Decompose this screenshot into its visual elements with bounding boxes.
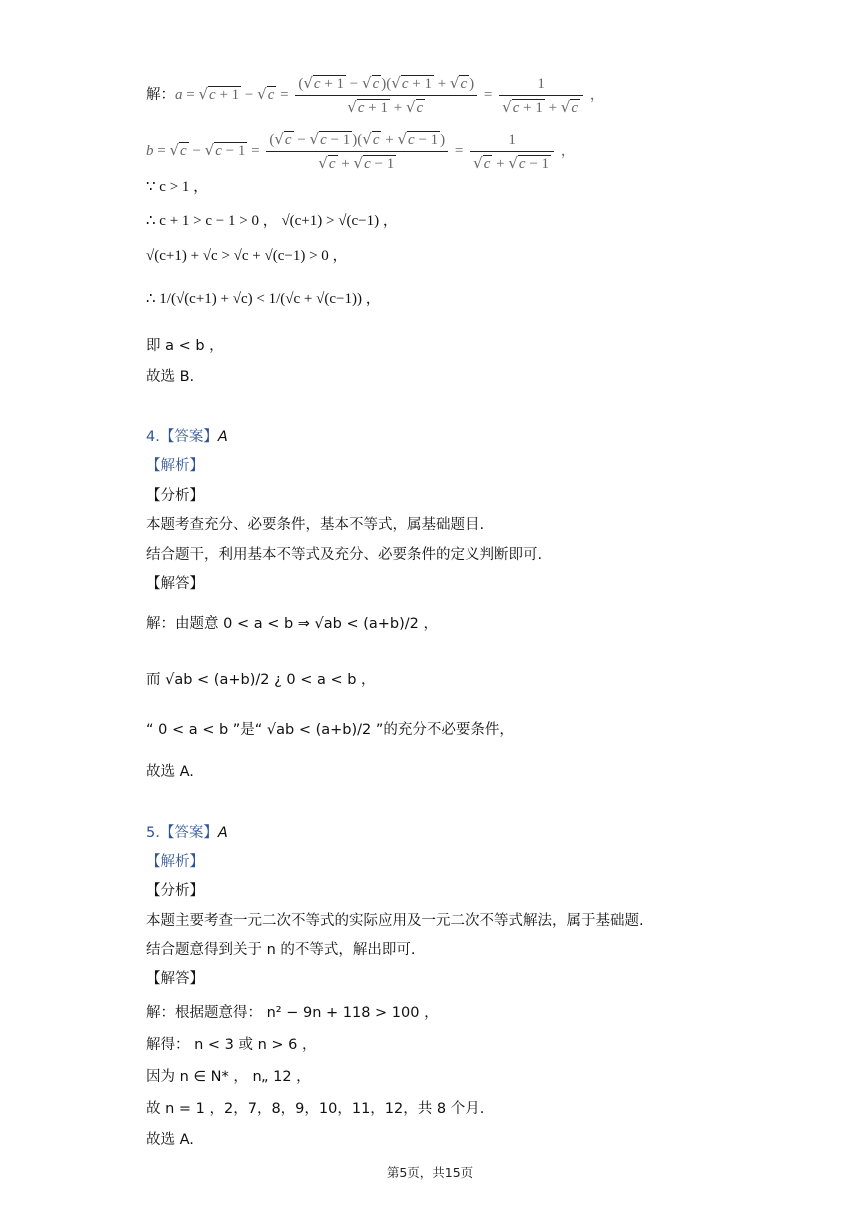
- q5-jieda-heading: 【解答】: [146, 971, 204, 987]
- q4-analysis-1: 本题考查充分、必要条件，基本不等式，属基础题目.: [146, 517, 485, 533]
- q4-solution-3: “ 0 < a < b ”是“ √ab < (a+b)/2 ”的充分不必要条件，: [146, 722, 514, 738]
- q3-line-therefore1: ∴ c + 1 > c − 1 > 0 ， √(c+1) > √(c−1) ，: [146, 213, 398, 229]
- q5-solution-4: 故 n = 1 ，2，7，8，9，10，11，12，共 8 个月.: [146, 1101, 485, 1117]
- q5-solution-3: 因为 n ∈ N* ， n„ 12 ，: [146, 1069, 311, 1085]
- q5-solution-1: 解：根据题意得： n² − 9n + 118 > 100 ，: [146, 1005, 439, 1021]
- q4-solution-4: 故选 A.: [146, 764, 194, 780]
- q5-solution-5: 故选 A.: [146, 1132, 194, 1148]
- q3-a-formula: a = √c + 1 − √c = $\frac{(√c + 1 - √c )(√c + 1 + √c )}{√c + 1 + √c}$ = $\frac{1}{√c + 1 + √c}$ ，: [175, 74, 605, 116]
- q5-solution-2: 解得： n < 3 或 n > 6 ，: [146, 1037, 317, 1053]
- q3-line-b: [146, 128, 576, 175]
- q3-b-formula: b = √c − √c − 1 = $\frac{(√c - √c - 1 )(√c + √c - 1 )}{√c + √c - 1}$ = $\frac{1}{√c + √c - 1}$ ，: [146, 130, 576, 172]
- q4-answer-label: 4.【答案】: [146, 429, 218, 445]
- q4-answer-line: [146, 427, 228, 447]
- q5-answer-value: A: [217, 825, 228, 841]
- q4-jiexi-heading: 【解析】: [146, 458, 204, 474]
- q3-line-sum: √(c+1) + √c > √c + √(c−1) > 0 ，: [146, 248, 348, 264]
- q3-line-therefore2: ∴ 1/(√(c+1) + √c) < 1/(√c + √(c−1)) ，: [146, 291, 381, 307]
- q5-analysis-1: 本题主要考查一元二次不等式的实际应用及一元二次不等式解法，属于基础题.: [146, 913, 644, 929]
- q4-jieda-heading: 【解答】: [146, 576, 204, 592]
- q4-analysis-2: 结合题干，利用基本不等式及充分、必要条件的定义判断即可.: [146, 547, 543, 563]
- q5-analysis-2: 结合题意得到关于 n 的不等式，解出即可.: [146, 942, 416, 958]
- q4-answer-value: A: [217, 429, 228, 445]
- q5-fenxi-heading: 【分析】: [146, 883, 204, 899]
- q4-solution-1: 解：由题意 0 < a < b ⇒ √ab < (a+b)/2 ，: [146, 616, 438, 632]
- page-number-footer: 第5页，共15页: [386, 1165, 474, 1180]
- q3-line-ji: 即 a < b ，: [146, 338, 224, 354]
- q5-jiexi-heading: 【解析】: [146, 854, 204, 870]
- q3-line-since: ∵ c > 1 ，: [146, 179, 209, 195]
- q3-line-a: [146, 72, 605, 119]
- q4-solution-2: 而 √ab < (a+b)/2 ¿ 0 < a < b ，: [146, 672, 376, 688]
- q3-jie-prefix: 解：: [146, 86, 175, 103]
- q3-line-choose: 故选 B.: [146, 369, 195, 385]
- q5-answer-line: [146, 823, 228, 843]
- q4-fenxi-heading: 【分析】: [146, 488, 204, 504]
- q5-answer-label: 5.【答案】: [146, 825, 218, 841]
